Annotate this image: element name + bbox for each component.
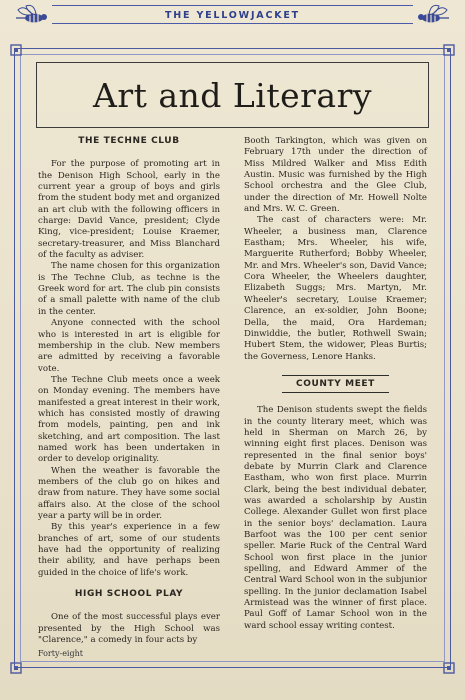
- paragraph: The cast of characters were: Mr. Wheeler, a business man, Clarence Eastham; Mrs. Wheeler, his wife, Marguerite Rutherford; Bobby Wheeler, Mr. and Mrs. Wheeler's son, David Vance; Cora Wheeler, the Wheelers daughter, Elizabeth Suggs; Mrs. Martyn, Mr. Wheeler's secretary, Louise Kraemer; Clarence, an ex-soldier, John Boone; Della, the maid, Ora Hardeman; Dinwiddie, the butler, Rothwell Swain; Hubert Stem, the widower, Pleas Burtis; the Governess, Lenore Hanks.: [244, 215, 427, 362]
- section-title-high-school-play: HIGH SCHOOL PLAY: [74, 589, 184, 600]
- paragraph: The Denison students swept the fields in the county literary meet, which was held in Sherman on March 26, by winning eight first places. Denison was represented in the final senior boys' debate by Murrin Clark and Clarence Eastham, who won first place. Murrin Clark, being the best individual debater, was awarded a scholarship by Austin College. Alexander Gullet won first place in the senior boys' declamation. Laura Barfoot was the 100 per cent senior speller. Marie Ruck of the Central Ward School won first place in the junior spelling, and Edward Ammer of the Central Ward School won in the subjunior spelling. In the junior declamation Isabel Armistead was the winner of first place. Paul Goff of Lamar School won in the ward school essay writing contest.: [244, 405, 427, 631]
- right-column: [244, 136, 427, 632]
- paragraph: Anyone connected with the school who is interested in art is eligible for membership in the club. New members are admitted by receiving a favorable vote.: [38, 318, 220, 374]
- paragraph: The Techne Club meets once a week on Monday evening. The members have manifested a great interest in their work, which has consisted mostly of drawing from models, painting, pen and ink sketching, and art composition. The last named work has been undertaken in order to develop originality.: [38, 374, 220, 465]
- page-number: Forty-eight: [38, 649, 83, 658]
- paragraph: For the purpose of promoting art in the Denison High School, early in the current year a group of boys and girls from the student body met and organized an art club with the following officers in charge: David Vance, president; Clyde King, vice-president; Louise Kraemer, secretary-treasurer, and Miss Blanchard of the faculty as adviser.: [38, 159, 220, 261]
- section-title-county-meet: COUNTY MEET: [282, 375, 389, 393]
- paragraph: By this year's experience in a few branches of art, some of our students have had the opportunity of realizing their ability, and have perhaps been guided in the choice of life's work.: [38, 522, 220, 578]
- corner-ornament-top-left: [8, 42, 24, 58]
- spacer: [38, 579, 220, 589]
- paragraph: When the weather is favorable the members of the club go on hikes and draw from nature. They have some social affairs also. At the close of the school year a party will be in order.: [38, 465, 220, 521]
- bee-icon-left: [14, 4, 50, 32]
- spacer: [244, 363, 427, 375]
- page-heading: Art and Literary: [92, 75, 373, 115]
- banner-bottom-rule: [52, 23, 413, 24]
- paragraph: One of the most successful plays ever presented by the High School was "Clarence," a comedy in four acts by: [38, 612, 220, 646]
- corner-ornament-bottom-left: [8, 660, 24, 676]
- heading-box: [36, 62, 429, 128]
- banner-title: THE YELLOWJACKET: [165, 10, 300, 21]
- corner-ornament-bottom-right: [441, 660, 457, 676]
- banner-top-rule: [52, 5, 413, 6]
- corner-ornament-top-right: [441, 42, 457, 58]
- header-banner: [12, 4, 453, 34]
- left-column: [38, 136, 220, 646]
- section-title-techne-club: THE TECHNE CLUB: [78, 136, 180, 146]
- paragraph: Booth Tarkington, which was given on February 17th under the direction of Miss Mildred Walker and Miss Edith Austin. Music was furnished by the High School orchestra and the Glee Club, under the direction of Mr. Howell Nolte and Mrs. W. C. Green.: [244, 136, 427, 215]
- bee-icon-right: [415, 4, 451, 32]
- paragraph: The name chosen for this organization is The Techne Club, as techne is the Greek word for art. The club pin consists of a small palette with name of the club in the center.: [38, 261, 220, 317]
